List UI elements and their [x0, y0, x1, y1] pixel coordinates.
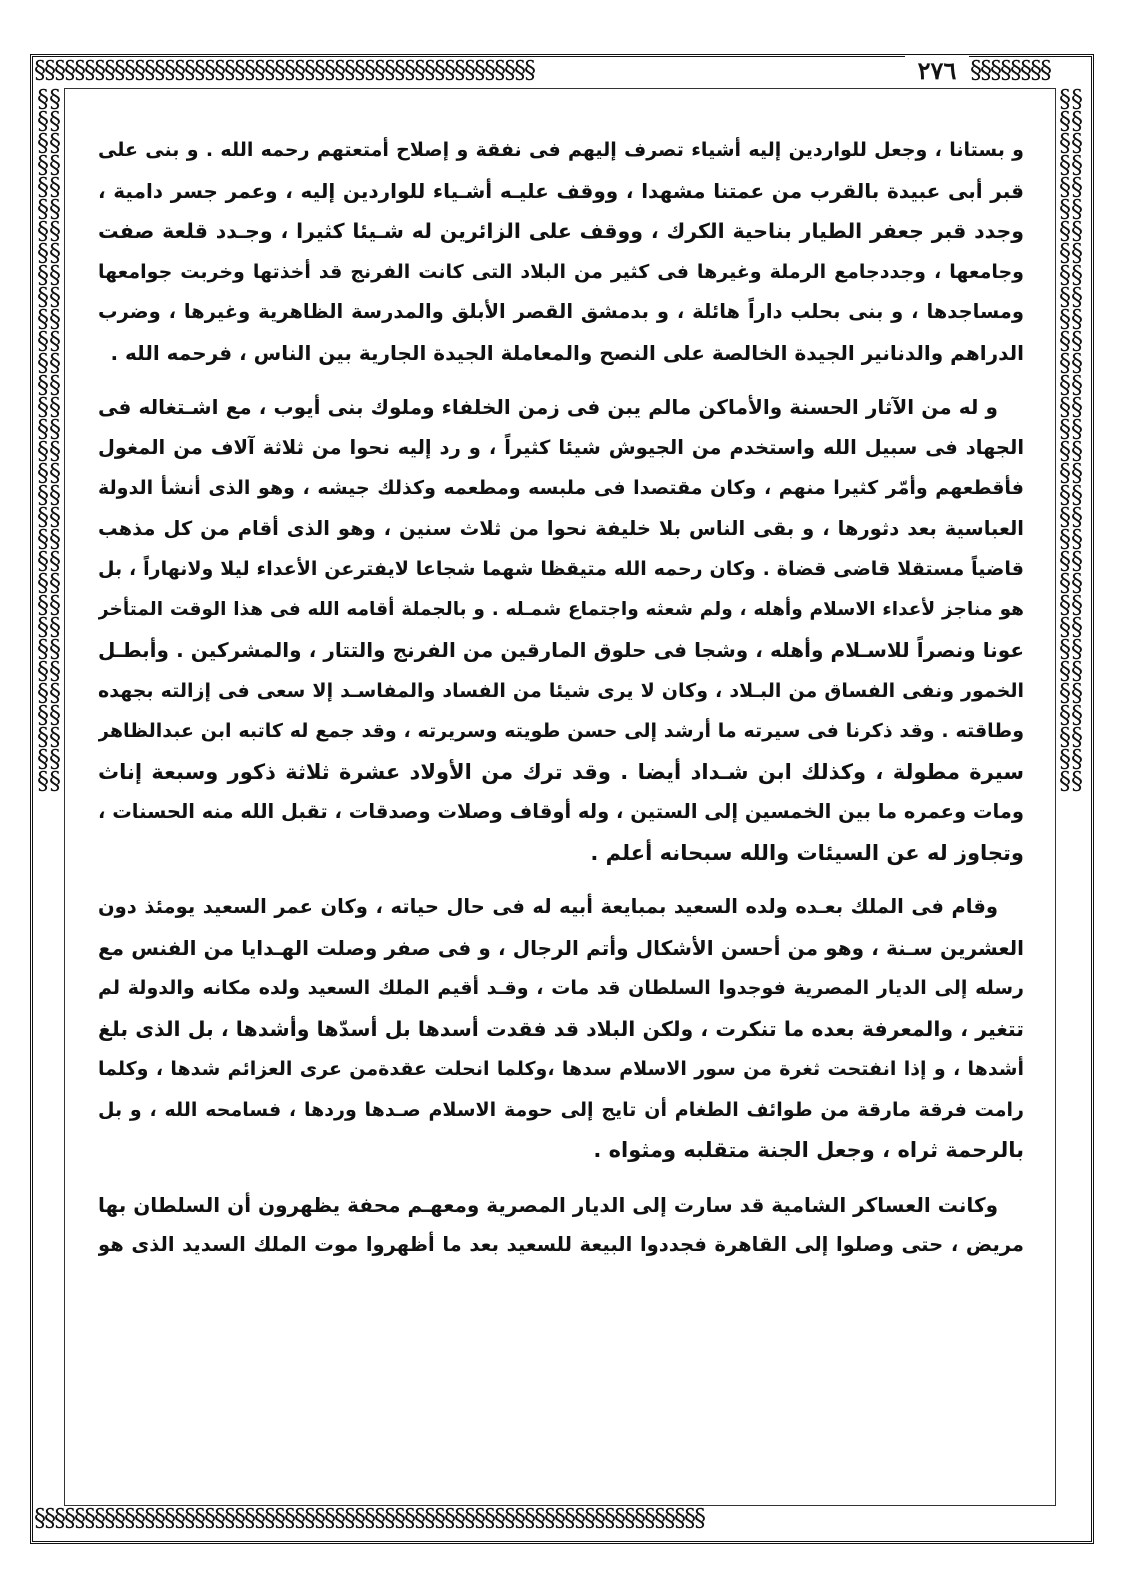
text-line: وتجاوز له عن السيئات والله سبحانه أعلم .: [590, 840, 1024, 865]
text-line: رامت فرقة مارقة من طوائف الطغام أن تايج إلى حومة الاسلام صـدها وردها ، فسامحه الله ، و بل: [98, 1098, 1024, 1121]
text-line: وطاقته . وقد ذكرنا فى سيرته ما أرشد إلى حسن طويته وسريرته ، وقد جمع له كاتبه ابن عبدالظاهر: [98, 720, 1024, 742]
text-line: قاضياً مستقلا قاضى قضاة . وكان رحمه الله متيقظا شهما شجاعا لايفترعن الأعداء ليلا ولانهاراً ، بل: [98, 558, 1024, 580]
page-body: [98, 130, 1024, 1486]
text-line: و بستانا ، وجعل للواردين إليه أشياء تصرف إليهم فى نفقة و إصلاح أمتعتهم رحمه الله . و بنى على: [98, 139, 1024, 161]
paragraph-1: [98, 130, 1024, 373]
page-number: ٢٧٦: [905, 56, 969, 86]
text-line: سيرة مطولة ، وكذلك ابن شـداد أيضا . وقد ترك من الأولاد عشرة ثلاثة ذكور وسبعة إناث: [98, 759, 1024, 784]
text-line: الجهاد فى سبيل الله واستخدم من الجيوش شيئا كثيراً ، و رد إليه نحوا من ثلاثة آلاف من المغول: [98, 435, 1024, 459]
paragraph-2: [98, 387, 1024, 873]
text-line: الخمور ونفى الفساق من البـلاد ، وكان لا يرى شيئا من الفساد والمفاسـد إلا سعى فى إزالته بجهده: [98, 679, 1024, 702]
text-line: و له من الآثار الحسنة والأماكن مالم يبن فى زمن الخلفاء وملوك بنى أيوب ، مع اشـتغاله فى: [98, 395, 998, 419]
text-line: العباسية بعد دثورها ، و بقى الناس بلا خليفة نحوا من ثلاث سنين ، وهو الذى أقام من كل مذهب: [98, 516, 1024, 540]
ornamental-border-right: §§§§§§§§§§§§§§§§§§§§§§§§§§§§§§§§§§§§§§§§§§§§§§§§§§§§§§§§§§§§§§§§: [1059, 88, 1083, 795]
text-line: فأقطعهم وأمّر كثيرا منهم ، وكان مقتصدا فى ملبسه ومطعمه وكذلك جيشه ، وهو الذى أنشأ الدولة: [98, 477, 1024, 499]
text-line: ومات وعمره ما بين الخمسين إلى الستين ، وله أوقاف وصلات وصدقات ، تقبل الله منه الحسنات ،: [98, 800, 1024, 823]
paragraph-3: [98, 887, 1024, 1171]
text-line: ومساجدها ، و بنى بحلب داراً هائلة ، و بدمشق القصر الأبلق والمدرسة الظاهرية وغيرها ، وضرب: [98, 300, 1024, 323]
paragraph-4: [98, 1185, 1024, 1266]
ornamental-border-top: §§§§§§§§§§§§§§§§§§§§§§§§§§§§§§§§§§§§§§§§§§§§§§§§§§: [34, 58, 534, 84]
text-line: تتغير ، والمعرفة بعده ما تنكرت ، ولكن البلاد قد فقدت أسدها بل أسدّها وأشدها ، بل الذى بلغ: [98, 1016, 1024, 1041]
text-line: وجدد قبر جعفر الطيار بناحية الكرك ، ووقف على الزائرين له شـيئا كثيرا ، وجـدد قلعة صفت: [98, 219, 1024, 243]
text-line: وجامعها ، وجددجامع الرملة وغيرها فى كثير من البلاد التى كانت الفرنج قد أخذتها وخربت جوامعها: [98, 260, 1024, 283]
text-line: قبر أبى عبيدة بالقرب من عمتنا مشهدا ، ووقف عليـه أشـياء للواردين إليه ، وعمر جسر دامية ،: [98, 178, 1024, 203]
text-line: وكانت العساكر الشامية قد سارت إلى الديار المصرية ومعهـم محفة يظهرون أن السلطان بها: [98, 1192, 998, 1217]
ornamental-border-top-right: §§§§§§§§: [970, 58, 1050, 84]
text-line: الدراهم والدنانير الجيدة الخالصة على النصح والمعاملة الجيدة الجارية بين الناس ، فرحمه الله .: [110, 340, 1024, 365]
text-line: عونا ونصراً للاسـلام وأهله ، وشجا فى حلوق المارقين من الفرنج والتتار ، والمشركين . وأبطـل: [98, 638, 1024, 662]
ornamental-border-bottom: §§§§§§§§§§§§§§§§§§§§§§§§§§§§§§§§§§§§§§§§§§§§§§§§§§§§§§§§§§§§§§§§§§§: [34, 1506, 704, 1532]
text-line: مريض ، حتى وصلوا إلى القاهرة فجددوا البيعة للسعيد بعد ما أظهروا موت الملك السديد الذى هو: [98, 1233, 1024, 1256]
text-line: أشدها ، و إذا انفتحت ثغرة من سور الاسلام سدها ،وكلما انحلت عقدةمن عرى العزائم شدها ، وكلما: [98, 1058, 1024, 1080]
text-line: هو مناجز لأعداء الاسلام وأهله ، ولم شعثه واجتماع شمـله . و بالجملة أقامه الله فى هذا الوقت المتأخر: [98, 598, 1024, 620]
text-line: وقام فى الملك بعـده ولده السعيد بمبايعة أبيه له فى حال حياته ، وكان عمر السعيد يومئذ دون: [98, 895, 998, 918]
text-line: العشرين سـنة ، وهو من أحسن الأشكال وأتم الرجال ، و فى صفر وصلت الهـدايا من الفنس مع: [98, 935, 1024, 960]
text-line: بالرحمة ثراه ، وجعل الجنة متقلبه ومثواه .: [593, 1138, 1024, 1162]
text-line: رسله إلى الديار المصرية فوجدوا السلطان قد مات ، وقـد أقيم الملك السعيد ولده مكانه والدولة لم: [98, 977, 1024, 999]
ornamental-border-left: §§§§§§§§§§§§§§§§§§§§§§§§§§§§§§§§§§§§§§§§§§§§§§§§§§§§§§§§§§§§§§§§: [37, 88, 61, 795]
